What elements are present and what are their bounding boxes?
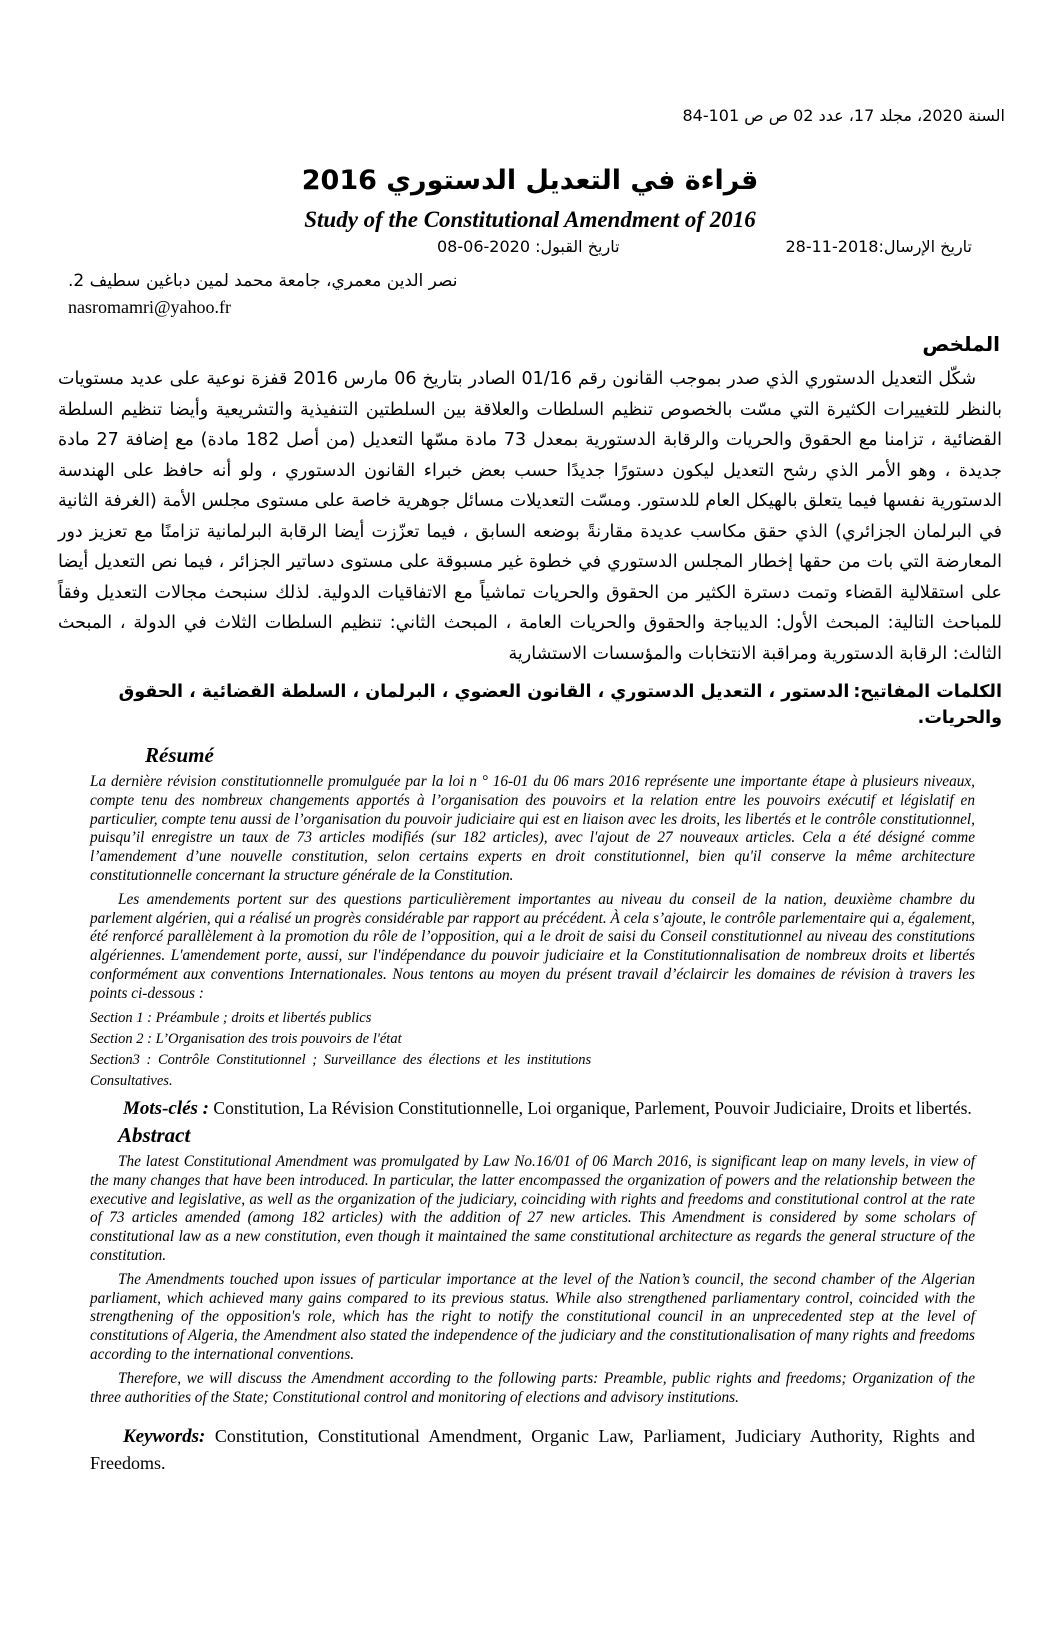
paper-title-arabic: قراءة في التعديل الدستوري 2016 [301,165,759,196]
dates-row [0,237,1060,263]
section-1: Section 1 : Préambule ; droits et libertés publics [90,1009,372,1026]
abstract-arabic-body: شكّل التعديل الدستوري الذي صدر بموجب القانون رقم 01/16 الصادر بتاريخ 06 مارس 2016 قفزة نوعية على عديد مستويات بالنظر للتغييرات الكثيرة التي مسّت بالخصوص تنظيم السلطات والعلاقة بين السلطتين التنفيذية والتشريعية وأيضا تنظيم السلطة القضائية ، تزامنا مع الحقوق والحريات والرقابة الدستورية بمعدل 73 مادة مسّها التعديل (من أصل 182 مادة) مع إضافة 27 مادة جديدة ، وهو الأمر الذي رشح التعديل ليكون دستورًا جديدًا حسب بعض خبراء القانون الدستوري ، ولو أنه حافظ على الهندسة الدستورية نفسها فيما يتعلق بالهيكل العام للدستور. ومسّت التعديلات مسائل جوهرية خاصة على مستوى مجلس الأمة (الغرفة الثانية في البرلمان الجزائري) الذي حقق مكاسب عديدة مقارنةً بوضعه السابق ، فيما تعزّزت أيضا الرقابة البرلمانية تزامنًا مع تعزيز دور المعارضة التي بات من حقها إخطار المجلس الدستوري في خطوة غير مسبوقة على مستوى دساتير الجزائر ، فيما نص التعديل أيضا على استقلالية القضاء وتمت دسترة الكثير من الحقوق والحريات تماشياً مع الاتفاقيات الدولية. لذلك سنبحث مجالات التعديل وفقاً للمباحث التالية: المبحث الأول: الديباجة والحقوق والحريات العامة ، المبحث الثاني: تنظيم السلطات الثلاث في الدولة ، المبحث الثالث: الرقابة الدستورية ومراقبة الانتخابات والمؤسسات الاستشارية [58,369,1002,664]
mots-cles [90,1098,975,1120]
section-2: Section 2 : L’Organisation des trois pouvoirs de l'état [90,1030,402,1047]
received-date: تاريخ الإرسال:2018-11-28 [785,237,972,256]
section-3-continuation: Consultatives. [90,1072,173,1089]
author-email: nasromamri@yahoo.fr [68,297,232,317]
resume-sections [90,1008,975,1092]
section-3: Section3 : Contrôle Constitutionnel ; Surveillance des élections et les institutions [90,1051,592,1068]
keywords-english-text: Constitution, Constitutional Amendment, Organic Law, Parliament, Judiciary Authority, Rights and Freedoms. [90,1426,976,1474]
paper-title-english: Study of the Constitutional Amendment of 2016 [304,207,756,232]
journal-issue-info: السنة 2020، مجلد 17، عدد 02 ص ص 101-84 [682,106,1005,125]
resume-paragraph-1: La dernière révision constitutionnelle promulguée par la loi n ° 16-01 du 06 mars 2016 représente une importante étape à plusieurs niveaux, compte tenu des nombreux changements apportés à l’organisation des pouvoirs et la relation entre les pouvoirs exécutif et législatif en particulier, compte tenu aussi de l’organisation du pouvoir judiciaire qui est en liaison avec les droits, les libertés et le contrôle constitutionnel, puisqu’il enregistre un taux de 73 articles modifiés (sur 182 articles), avec l'ajout de 27 nouveaux articles. Cela a été désigné comme l’amendement d’une nouvelle constitution, selon certains experts en droit constitutionnel, bien qu'il conserve la même architecture constitutionnelle concernant la structure générale de la Constitution. [90,773,975,884]
accepted-date: تاريخ القبول: 2020-06-08 [437,237,620,256]
abstract-english-paragraph-3: Therefore, we will discuss the Amendment according to the following parts: Preamble, public rights and freedoms; Organization of the three authorities of the State; Constitutional control and monitoring of elections and advisory institutions. [90,1369,975,1406]
author-affiliation: نصر الدين معمري، جامعة محمد لمين دباغين سطيف 2. [68,271,458,291]
keywords-english [90,1423,975,1477]
mots-cles-text: Constitution, La Révision Constitutionnelle, Loi organique, Parlement, Pouvoir Judiciaire, Droits et libertés. [213,1097,972,1118]
mots-cles-label: Mots-clés : [123,1097,210,1119]
resume-heading: Résumé [145,743,214,767]
abstract-english-paragraph-1: The latest Constitutional Amendment was promulgated by Law No.16/01 of 06 March 2016, is significant leap on many levels, in view of the many changes that have been introduced. In particular, the latter encompassed the organization of powers and the relationship between the executive and legislative, as well as the organization of the judiciary, coinciding with rights and freedoms and constitutional control at the rate of 73 articles amended (among 182 articles) with the addition of 27 new articles. This Amendment is considered by some scholars of constitutional law as a new constitution, even though it maintained the same constitutional architecture as regards the general structure of the constitution. [90,1153,975,1265]
keywords-arabic [58,679,1002,731]
paper-page [0,106,1060,1642]
abstract-english-paragraph-2: The Amendments touched upon issues of particular importance at the level of the Nation’s council, the second chamber of the Algerian parliament, which achieved many gains compared to its previous status. While also strengthened parliamentary control, coincided with the strengthening of the opposition's role, which has the right to notify the constitutional council in an unprecedented step at the level of constitutions of Algeria, the Amendment also stated the independence of the judiciary and the constitutionalisation of many rights and freedoms according to the international conventions. [90,1270,975,1364]
keywords-english-label: Keywords: [123,1426,206,1448]
keywords-arabic-label: الكلمات المفاتيح: [853,682,1002,702]
resume-paragraph-2: Les amendements portent sur des questions particulièrement importantes au niveau du conseil de la nation, deuxième chambre du parlement algérien, qui a réalisé un progrès considérable par rapport au précédent. À cela s’ajoute, le contrôle parlementaire qui a, également, été renforcé parallèlement à la promotion du rôle de l’opposition, qui a le droit de saisi du Conseil constitutionnel au niveau des constitutions algériennes. L'amendement porte, aussi, sur l'indépendance du pouvoir judiciaire et la Constitutionnalisation de nombreux droits et libertés conformément aux conventions Internationales. Nous tentons au moyen du présent travail d’éclaircir les domaines de révision à travers les points ci-dessous : [90,890,975,1002]
abstract-arabic-heading: الملخص [922,332,1000,356]
abstract-english-heading: Abstract [118,1123,191,1148]
keywords-arabic-text: الدستور ، التعديل الدستوري ، القانون العضوي ، البرلمان ، السلطة القضائية ، الحقوق والحريات. [118,682,1002,728]
